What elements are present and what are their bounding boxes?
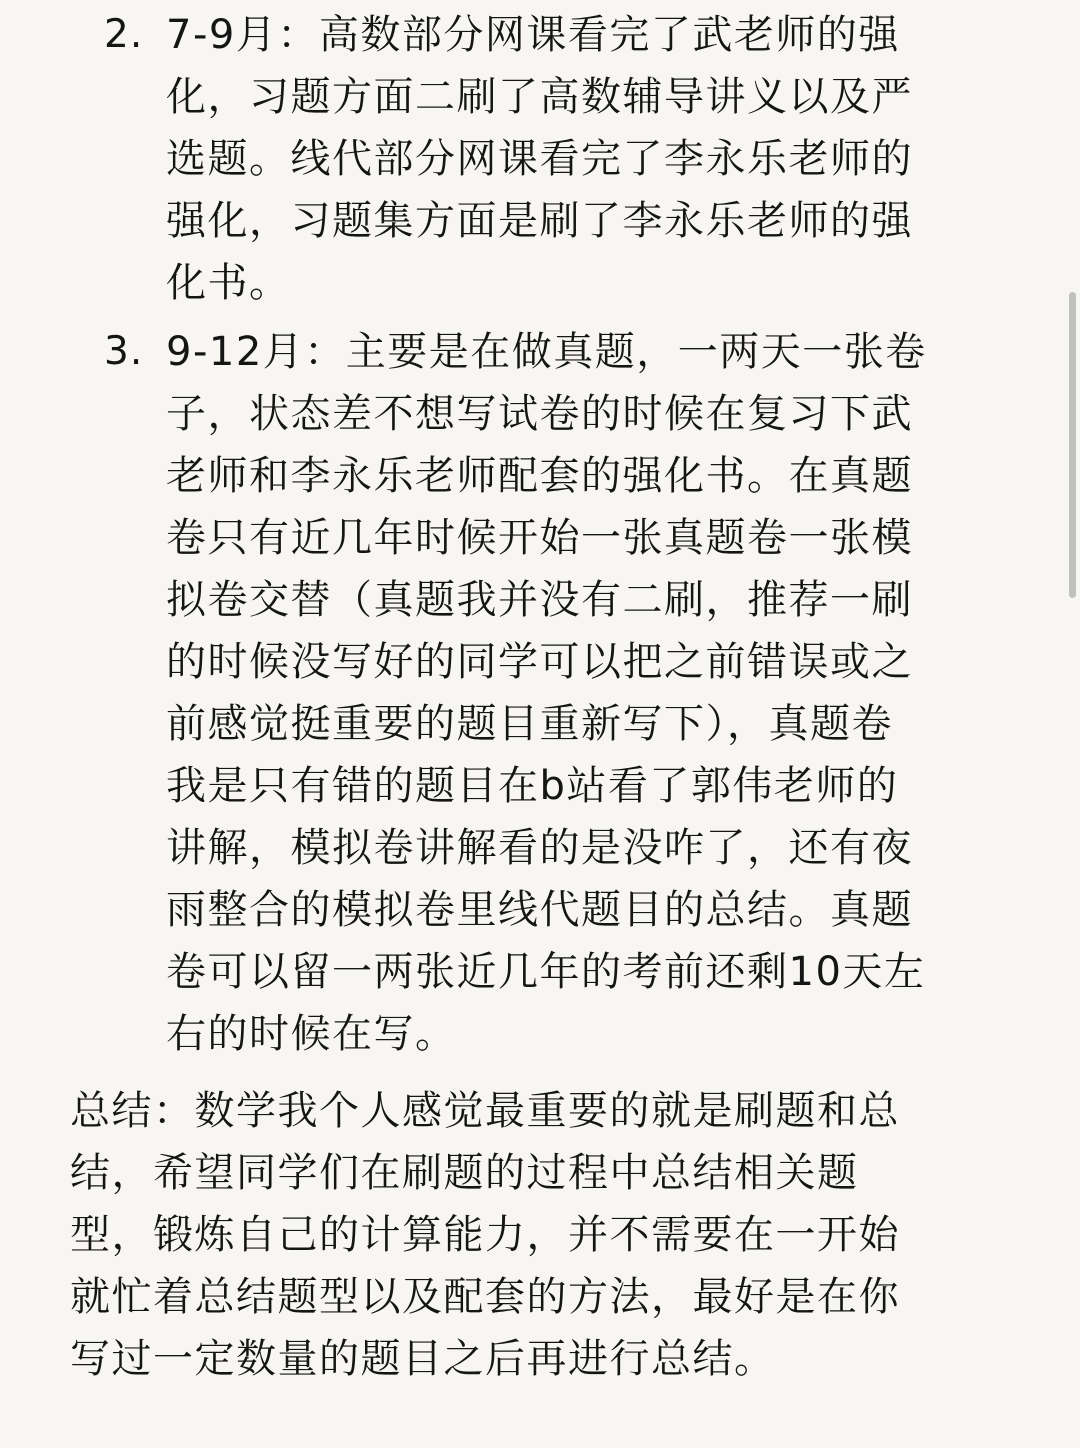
text-line: 卷只有近几年时候开始一张真题卷一张模 <box>166 515 913 561</box>
summary-paragraph <box>70 1080 1030 1390</box>
text-line: 子，状态差不想写试卷的时候在复习下武 <box>166 391 913 437</box>
text-line: 选题。线代部分网课看完了李永乐老师的 <box>166 136 913 182</box>
text-line: 雨整合的模拟卷里线代题目的总结。真题 <box>166 887 913 933</box>
text-line: 讲解，模拟卷讲解看的是没咋了，还有夜 <box>166 825 913 871</box>
text-line: 就忙着总结题型以及配套的方法，最好是在你 <box>70 1274 900 1320</box>
list-number: 2. <box>104 12 144 57</box>
text-line: 7-9月：高数部分网课看完了武老师的强 <box>166 12 900 58</box>
text-line: 前感觉挺重要的题目重新写下），真题卷 <box>166 701 893 747</box>
list-item-2 <box>104 4 1004 314</box>
list-number: 3. <box>104 329 144 374</box>
vertical-scrollbar[interactable] <box>1069 292 1076 598</box>
text-line: 化，习题方面二刷了高数辅导讲义以及严 <box>166 74 913 120</box>
text-line: 强化，习题集方面是刷了李永乐老师的强 <box>166 198 913 244</box>
text-line: 型，锻炼自己的计算能力，并不需要在一开始 <box>70 1212 900 1258</box>
text-line: 拟卷交替（真题我并没有二刷，推荐一刷 <box>166 577 913 623</box>
text-line: 的时候没写好的同学可以把之前错误或之 <box>166 639 913 685</box>
text-line: 右的时候在写。 <box>166 1011 457 1057</box>
text-line: 我是只有错的题目在b站看了郭伟老师的 <box>166 763 899 809</box>
text-line: 总结：数学我个人感觉最重要的就是刷题和总 <box>70 1088 900 1134</box>
list-item-3 <box>104 321 1004 1065</box>
text-line: 9-12月：主要是在做真题，一两天一张卷 <box>166 329 927 375</box>
text-line: 老师和李永乐老师配套的强化书。在真题 <box>166 453 913 499</box>
text-line: 卷可以留一两张近几年的考前还剩10天左 <box>166 949 926 995</box>
text-line: 结，希望同学们在刷题的过程中总结相关题 <box>70 1150 859 1196</box>
text-line: 写过一定数量的题目之后再进行总结。 <box>70 1336 776 1382</box>
text-line: 化书。 <box>166 260 291 306</box>
